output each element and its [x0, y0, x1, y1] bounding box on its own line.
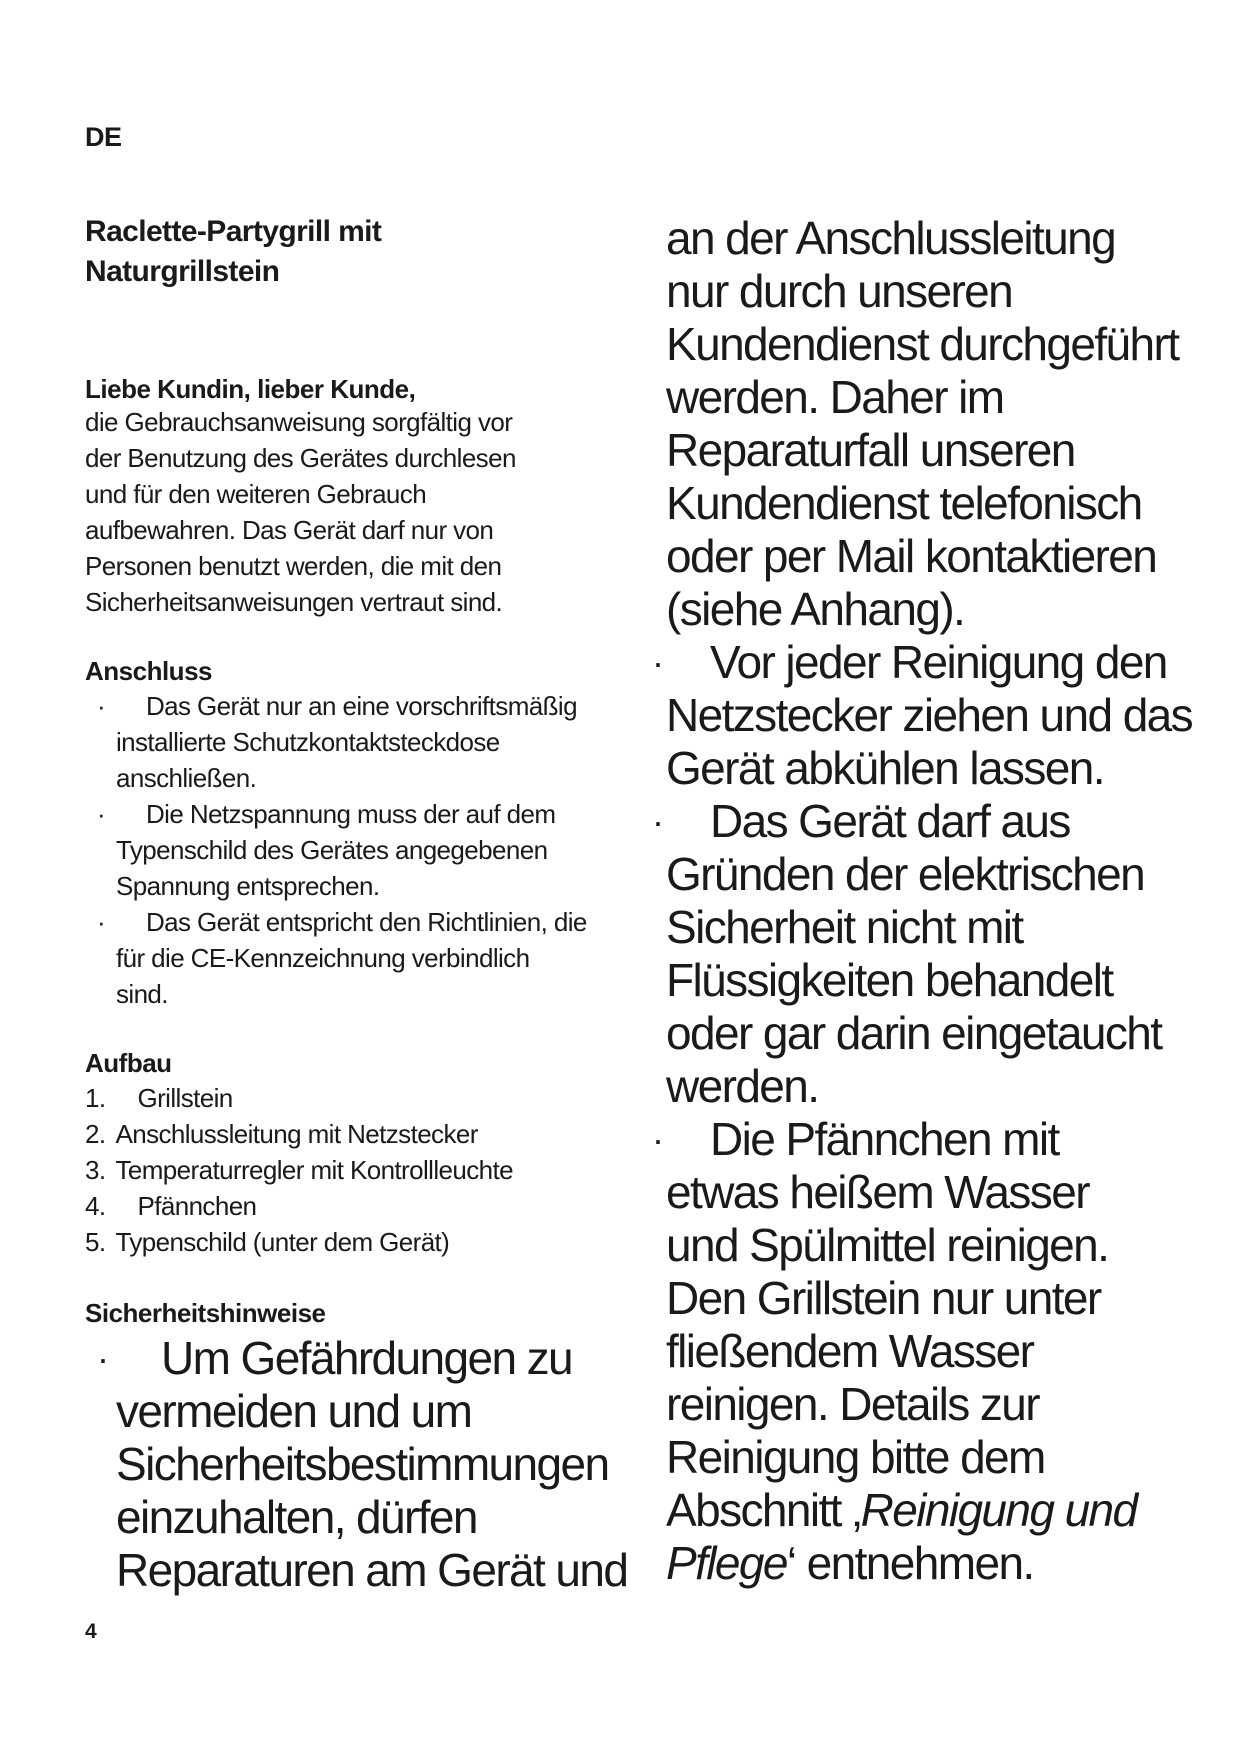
intro-text: [85, 404, 645, 620]
intro-line: der Benutzung des Gerätes durchlesen: [85, 443, 516, 473]
list-item: · Vor jeder Reinigung den Netzstecker ziehen und das Gerät abkühlen lassen.: [652, 636, 1193, 794]
list-item: 1. Grillstein: [85, 1083, 233, 1113]
safety-continuation: an der Anschlussleitung nur durch unseren Kundendienst durchgeführt werden. Daher im Reparaturfall unseren Kundendienst telefonisch oder per Mail kontaktieren (siehe Anhang).: [666, 212, 1179, 635]
section-heading-sicherheit: Sicherheitshinweise: [85, 1298, 326, 1328]
bullet-icon: ·: [97, 1338, 108, 1379]
list-item: · Das Gerät darf aus Gründen der elektrischen Sicherheit nicht mit Flüssigkeiten behandelt oder gar darin eingetaucht werden.: [652, 795, 1162, 1112]
anschluss-list: [85, 688, 645, 1012]
list-item: · Die Netzspannung muss der auf dem Typenschild des Gerätes angegebenen Spannung entsprechen.: [85, 796, 645, 904]
page-number: 4: [85, 1620, 97, 1643]
document-title: [85, 212, 645, 292]
bullet-icon: ·: [652, 801, 663, 842]
intro-line: und für den weiteren Gebrauch: [85, 479, 427, 509]
list-item: 5. Typenschild (unter dem Gerät): [85, 1227, 450, 1257]
reference-line: Pflege‘ entnehmen.: [666, 1537, 1034, 1589]
intro-line: die Gebrauchsanweisung sorgfältig vor: [85, 407, 513, 437]
list-item: · Das Gerät nur an eine vorschriftsmäßig installierte Schutzkontaktsteckdose anschließen.: [85, 688, 645, 796]
bullet-icon: ·: [652, 1119, 663, 1160]
bullet-icon: ·: [652, 642, 663, 683]
list-item: 4. Pfännchen: [85, 1191, 257, 1221]
list-item: 3. Temperaturregler mit Kontrollleuchte: [85, 1155, 513, 1185]
section-heading-anschluss: Anschluss: [85, 656, 212, 686]
list-item: · Das Gerät entspricht den Richtlinien, die für die CE-Kennzeichnung verbindlich sind.: [85, 904, 645, 1012]
list-item: · Um Gefährdungen zu vermeiden und um Sicherheitsbestimmungen einzuhalten, dürfen Reparaturen am Gerät und: [97, 1332, 628, 1596]
section-heading-aufbau: Aufbau: [85, 1048, 172, 1078]
reference-line: Abschnitt ‚Reinigung und: [666, 1484, 1137, 1536]
language-code: DE: [85, 122, 122, 152]
title-line-1: Raclette-Partygrill mit: [85, 215, 382, 248]
aufbau-list: [85, 1080, 645, 1260]
intro-line: Personen benutzt werden, die mit den: [85, 551, 502, 581]
title-line-2: Naturgrillstein: [85, 255, 280, 288]
left-column: [85, 212, 645, 1597]
bullet-icon: ·: [97, 799, 106, 829]
list-item: · Die Pfännchen mit etwas heißem Wasser und Spülmittel reinigen. Den Grillstein nur unter fließendem Wasser reinigen. Details zur Reinigung bitte dem Abschnitt ‚Reinigung und Pflege‘ entnehmen.: [666, 1113, 1226, 1590]
intro-line: aufbewahren. Das Gerät darf nur von: [85, 515, 494, 545]
safety-list-left: [85, 1332, 645, 1597]
list-item: 2. Anschlussleitung mit Netzstecker: [85, 1119, 478, 1149]
right-column: [652, 212, 1226, 1590]
greeting: Liebe Kundin, lieber Kunde,: [85, 374, 416, 404]
bullet-icon: ·: [97, 907, 106, 937]
bullet-icon: ·: [97, 691, 106, 721]
intro-line: Sicherheitsanweisungen vertraut sind.: [85, 587, 503, 617]
